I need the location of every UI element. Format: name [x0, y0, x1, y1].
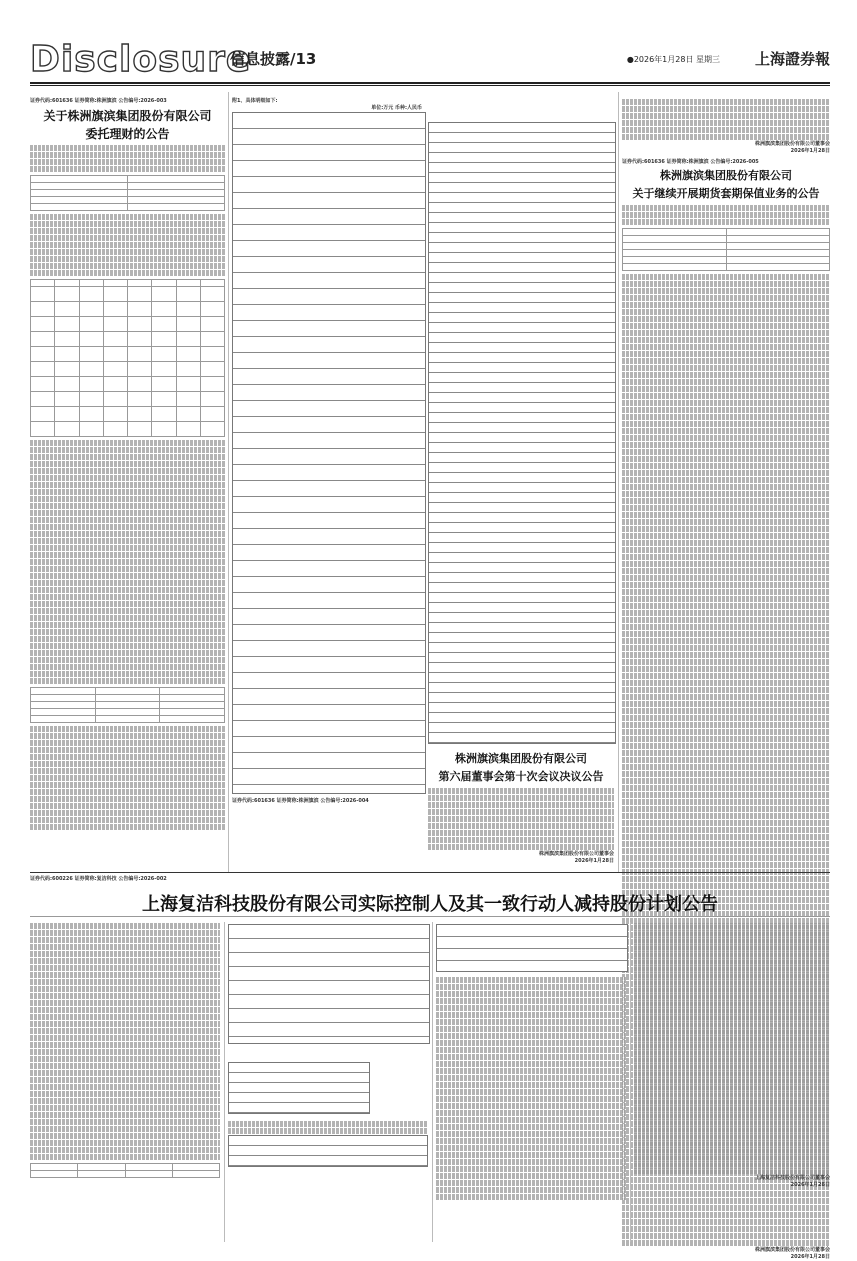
newspaper-logo: 上海證券報: [754, 50, 830, 68]
notice-title-line2: 关于继续开展期货套期保值业务的公告: [632, 187, 820, 201]
notice-4-column-3: [436, 976, 626, 1201]
notice-4-column-4: [634, 922, 830, 1189]
notice-2-body: [428, 748, 614, 865]
section-title: 信息披露/13: [230, 50, 317, 68]
reduction-table: [436, 924, 628, 972]
holder-table: [228, 1062, 370, 1114]
notice-code: 证券代码:601636 证券简称:株洲旗滨 公告编号:2026-005: [622, 158, 759, 165]
summary-table: [30, 175, 225, 211]
notice-footer: 株洲旗滨集团股份有限公司董事会: [538, 851, 614, 857]
notice-title-line1: 关于株洲旗滨集团股份有限公司: [43, 108, 212, 123]
detail-table-left: [232, 112, 426, 794]
table-unit: 单位:万元 币种:人民币: [371, 104, 422, 111]
notice-footer: 株洲旗滨集团股份有限公司董事会: [754, 1247, 830, 1254]
notice-4-column-2: [228, 1120, 428, 1167]
notice-footer-date: 2026年1月28日: [790, 1254, 830, 1261]
notice-footer: 株洲旗滨集团股份有限公司董事会: [754, 141, 830, 147]
notice-footer: 上海复洁科技股份有限公司董事会: [754, 1175, 830, 1181]
summary-table: [622, 228, 830, 271]
notice-code: 证券代码:601636 证券简称:株洲旗滨 公告编号:2026-003: [30, 98, 167, 104]
notice-footer-date: 2026年1月28日: [790, 147, 830, 154]
notice-4-title: 上海复洁科技股份有限公司实际控制人及其一致行动人减持股份计划公告: [142, 894, 718, 915]
masthead-rule: [30, 82, 830, 84]
table-caption: 附1、具体明细如下:: [232, 98, 278, 104]
issue-date: ●2026年1月28日 星期三: [626, 55, 720, 64]
notice-title-line1: 株洲旗滨集团股份有限公司: [455, 752, 587, 765]
notice-footer-date: 2026年1月28日: [790, 1181, 830, 1188]
amount-table: [30, 687, 225, 723]
notice-footer-date: 2026年1月28日: [574, 857, 614, 864]
notice-code: 证券代码:601636 证券简称:株洲旗滨 公告编号:2026-004: [232, 798, 369, 804]
notice-title-line1: 株洲旗滨集团股份有限公司: [660, 169, 792, 183]
notice-title-line2: 委托理财的公告: [85, 126, 170, 141]
notice-title-line2: 第六届董事会第十次会议决议公告: [438, 770, 604, 783]
masthead-rule-thin: [30, 85, 830, 86]
plan-table: [228, 924, 430, 1044]
detail-table-right: [428, 122, 616, 744]
shareholder-table: [30, 1163, 220, 1178]
disclosure-wordmark: Disclosure: [30, 39, 252, 80]
product-table: [30, 279, 225, 437]
masthead: [30, 40, 830, 80]
notice-column-1: [30, 98, 225, 831]
notice-4-code: 证券代码:600226 证券简称:复洁科技 公告编号:2026-002: [30, 876, 167, 882]
detail-table-section: [232, 98, 622, 112]
notice-4-column-1: [30, 922, 220, 1181]
